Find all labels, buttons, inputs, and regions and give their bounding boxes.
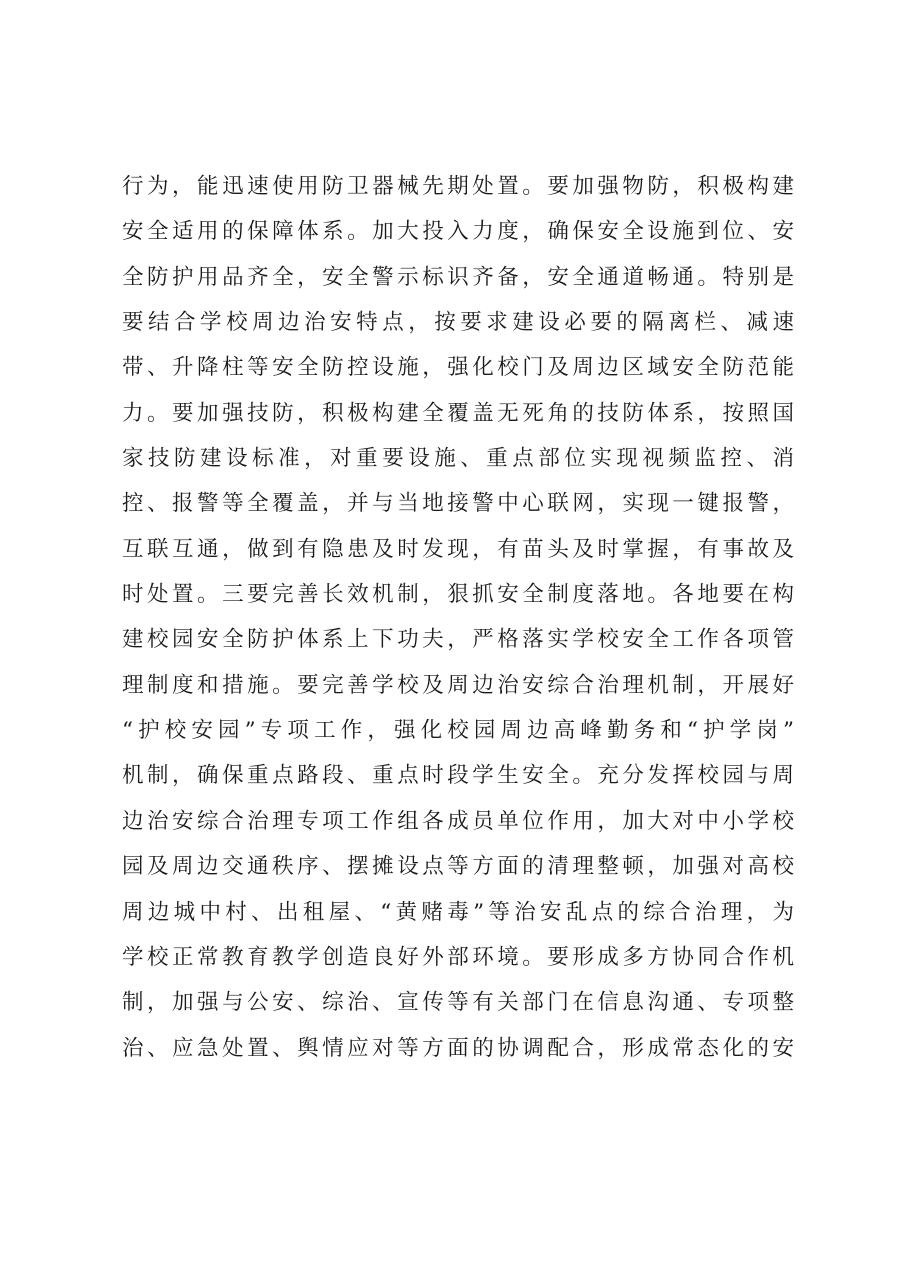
text-line: 理制度和措施。要完善学校及周边治安综合治理机制，开展好: [122, 672, 794, 698]
text-line: 学校正常教育教学创造良好外部环境。要形成多方协同合作机: [122, 944, 794, 970]
text-line: 安全适用的保障体系。加大投入力度，确保安全设施到位、安: [122, 219, 794, 245]
text-line: 边治安综合治理专项工作组各成员单位作用，加大对中小学校: [122, 808, 794, 834]
text-line: 建校园安全防护体系上下功夫，严格落实学校安全工作各项管: [122, 627, 794, 653]
text-line: 园及周边交通秩序、摆摊设点等方面的清理整顿，加强对高校: [122, 854, 794, 880]
text-line: 时处置。三要完善长效机制，狠抓安全制度落地。各地要在构: [122, 582, 794, 608]
text-line: 周边城中村、出租屋、“黄赌毒”等治安乱点的综合治理，为: [122, 899, 794, 925]
text-line: 带、升降柱等安全防控设施，强化校门及周边区域安全防范能: [122, 355, 794, 381]
text-line: 制，加强与公安、综治、宣传等有关部门在信息沟通、专项整: [122, 990, 794, 1016]
text-line: “护校安园”专项工作，强化校园周边高峰勤务和“护学岗”: [122, 718, 794, 744]
text-line: 机制，确保重点路段、重点时段学生安全。充分发挥校园与周: [122, 763, 794, 789]
text-line: 家技防建设标准，对重要设施、重点部位实现视频监控、消: [122, 446, 794, 472]
text-line: 全防护用品齐全，安全警示标识齐备，安全通道畅通。特别是: [122, 264, 794, 290]
text-line: 治、应急处置、舆情应对等方面的协调配合，形成常态化的安: [122, 1035, 794, 1061]
text-line: 要结合学校周边治安特点，按要求建设必要的隔离栏、减速: [122, 310, 794, 336]
text-line: 互联互通，做到有隐患及时发现，有苗头及时掌握，有事故及: [122, 536, 794, 562]
text-line: 控、报警等全覆盖，并与当地接警中心联网，实现一键报警，: [122, 491, 794, 517]
text-line: 力。要加强技防，积极构建全覆盖无死角的技防体系，按照国: [122, 400, 794, 426]
body-text: [122, 164, 794, 1071]
text-line: 行为，能迅速使用防卫器械先期处置。要加强物防，积极构建: [122, 174, 794, 199]
